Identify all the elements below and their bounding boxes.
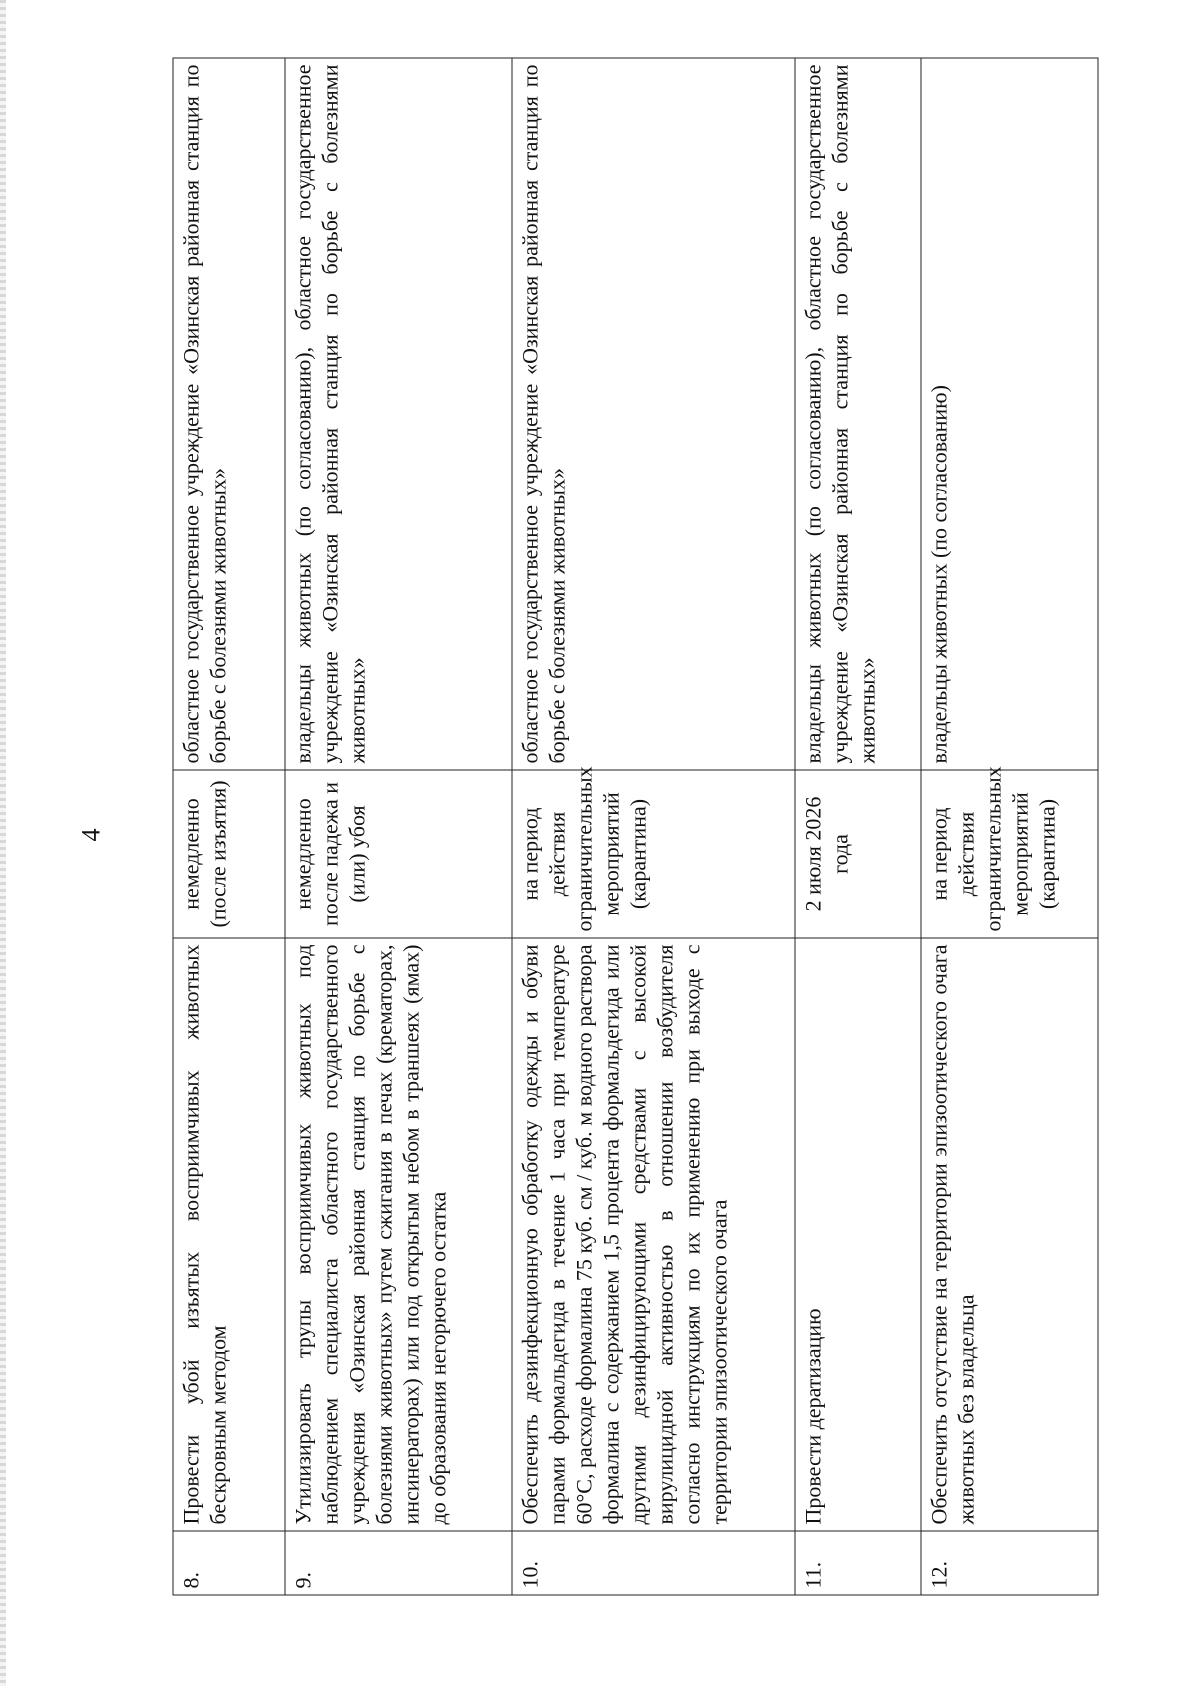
table-row [795, 58, 921, 1595]
row-responsible: владельцы животных (по согласованию) [921, 58, 1098, 770]
measures-table [172, 58, 1098, 1596]
table-row [921, 58, 1098, 1595]
row-number: 10. [512, 1531, 795, 1595]
row-deadline: немедленно (после изъятия) [173, 770, 285, 938]
row-action: Утилизировать трупы восприимчивых животных под наблюдением специалиста областного государственного учреждения «Озинская районная станция по борьбе с болезнями животных» путем сжигания в печах (крематорах, инсинераторах) или под открытым небом в траншеях (ямах) до образования негорючего остатка [285, 938, 512, 1531]
page-number: 4 [76, 828, 106, 842]
rotated-table-container [172, 59, 1092, 1596]
row-responsible: областное государственное учреждение «Озинская районная станция по борьбе с болезнями животных» [512, 58, 795, 770]
row-action: Обеспечить дезинфекционную обработку одежды и обуви парами формальдегида в течение 1 часа при температуре 60°С, расходе формалина 75 куб. см / куб. м водного раствора формалина с содержанием 1,5 процента формальдегида или другими дезинфицирующими средствами с высокой вирулицидной активностью в отношении возбудителя согласно инструкциям по их применению при выходе с территории эпизоотического очага [512, 938, 795, 1531]
table-row [512, 58, 795, 1595]
row-number: 11. [795, 1531, 921, 1595]
row-number: 9. [285, 1531, 512, 1595]
row-action: Провести убой изъятых восприимчивых животных бескровным методом [173, 938, 285, 1531]
scan-edge [0, 0, 6, 1686]
row-responsible: областное государственное учреждение «Озинская районная станция по борьбе с болезнями животных» [173, 58, 285, 770]
row-deadline: немедленно после падежа и (или) убоя [285, 770, 512, 938]
row-number: 8. [173, 1531, 285, 1595]
row-responsible: владельцы животных (по согласованию), областное государственное учреждение «Озинская районная станция по борьбе с болезнями животных» [795, 58, 921, 770]
row-number: 12. [921, 1531, 1098, 1595]
row-action: Провести дератизацию [795, 938, 921, 1531]
row-responsible: владельцы животных (по согласованию), областное государственное учреждение «Озинская районная станция по борьбе с болезнями животных» [285, 58, 512, 770]
row-deadline: 2 июля 2026 года [795, 770, 921, 938]
row-deadline: на период действия ограничительных мероприятий (карантина) [512, 770, 795, 938]
row-deadline: на период действия ограничительных мероприятий (карантина) [921, 770, 1098, 938]
table-row [285, 58, 512, 1595]
row-action: Обеспечить отсутствие на территории эпизоотического очага животных без владельца [921, 938, 1098, 1531]
table-row [173, 58, 285, 1595]
